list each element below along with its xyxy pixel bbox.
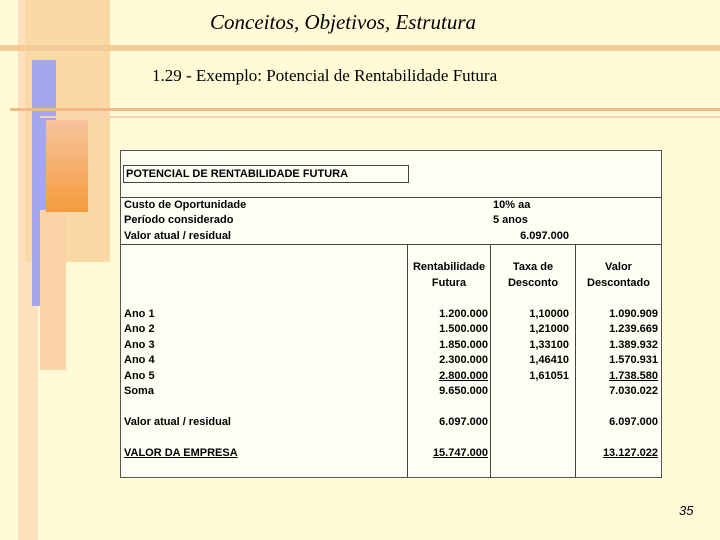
- divider: [121, 244, 661, 245]
- page-number: 35: [679, 503, 694, 518]
- col-header: Taxa de: [512, 261, 554, 273]
- total-label: VALOR DA EMPRESA: [124, 447, 238, 459]
- total-rent: 15.747.000: [432, 447, 488, 459]
- cell-taxa: 1,21000: [529, 323, 569, 335]
- decor-bar: [40, 210, 66, 370]
- decor-line: [0, 45, 720, 51]
- cell-valor: 1.239.669: [609, 323, 658, 335]
- cell-taxa: 1,61051: [529, 370, 569, 382]
- cell-valor: 1.570.931: [609, 354, 658, 366]
- slide-subtitle: 1.29 - Exemplo: Potencial de Rentabilidade Futura: [152, 66, 498, 85]
- cell-rent: 1.200.000: [439, 308, 488, 320]
- row-label: Soma: [124, 385, 154, 397]
- cell-taxa: 1,33100: [529, 339, 569, 351]
- cell-taxa: 1,10000: [529, 308, 569, 320]
- col-header: Desconto: [507, 277, 559, 289]
- row-label: Valor atual / residual: [124, 416, 231, 428]
- decor-bar: [46, 120, 88, 212]
- total-valor: 13.127.022: [602, 447, 658, 459]
- cell-valor: 1.738.580: [609, 370, 658, 382]
- valuation-table: [120, 150, 662, 478]
- row-label: Ano 2: [124, 323, 155, 335]
- decor-line: [10, 108, 720, 111]
- cell-valor: 1.389.932: [609, 339, 658, 351]
- cell-taxa: 1,46410: [529, 354, 569, 366]
- cell-valor: 7.030.022: [609, 385, 658, 397]
- col-header: Descontado: [587, 277, 650, 289]
- row-label: Ano 5: [124, 370, 155, 382]
- param-value: 6.097.000: [520, 230, 569, 242]
- divider: [121, 197, 661, 198]
- cell-rent: 1.850.000: [439, 339, 488, 351]
- param-label: Custo de Oportunidade: [124, 199, 247, 211]
- col-header: Futura: [431, 277, 467, 289]
- cell-rent: 1.500.000: [439, 323, 488, 335]
- col-header: Rentabilidade: [412, 261, 486, 273]
- decor-line: [40, 116, 720, 118]
- cell-rent: 9.650.000: [439, 385, 488, 397]
- row-label: Ano 1: [124, 308, 155, 320]
- cell-valor: 6.097.000: [609, 416, 658, 428]
- slide-title: Conceitos, Objetivos, Estrutura: [210, 10, 476, 34]
- cell-rent: 2.800.000: [439, 370, 488, 382]
- row-label: Ano 4: [124, 354, 155, 366]
- row-label: Ano 3: [124, 339, 155, 351]
- cell-valor: 1.090.909: [609, 308, 658, 320]
- cell-rent: 2.300.000: [439, 354, 488, 366]
- param-value: 5 anos: [493, 214, 528, 226]
- table-header: POTENCIAL DE RENTABILIDADE FUTURA: [123, 165, 409, 183]
- col-header: Valor: [605, 261, 632, 273]
- cell-rent: 6.097.000: [439, 416, 488, 428]
- param-label: Valor atual / residual: [124, 230, 231, 242]
- param-label: Período considerado: [124, 214, 234, 226]
- param-value: 10% aa: [493, 199, 531, 211]
